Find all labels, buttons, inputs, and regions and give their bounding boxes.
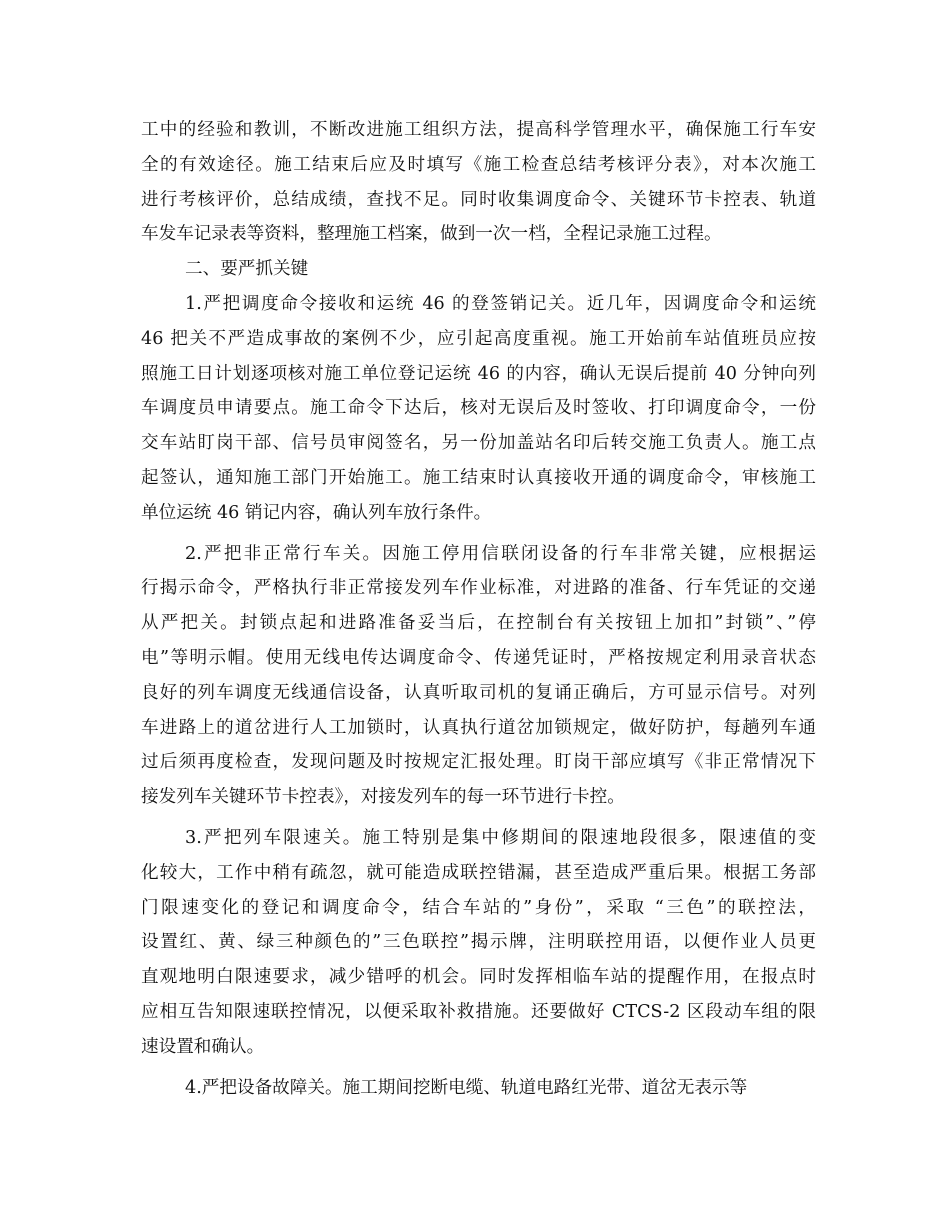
text-line: 良好的列车调度无线通信设备，认真听取司机的复诵正确后，方可显示信号。对列 [141, 682, 816, 703]
paragraph [141, 1071, 816, 1106]
text-line: 起签认，通知施工部门开始施工。施工结束时认真接收开通的调度命令，审核施工 [141, 467, 816, 488]
text-line: 46 把关不严造成事故的案例不少，应引起高度重视。施工开始前车站值班员应按 [141, 328, 816, 349]
text-line: 电”等明示帽。使用无线电传达调度命令、传递凭证时，严格按规定利用录音状态 [141, 647, 816, 668]
text-line: 交车站盯岗干部、信号员审阅签名，另一份加盖站名印后转交施工负责人。施工点 [141, 433, 816, 454]
text-line: 1.严把调度命令接收和运统 46 的登签销记关。近几年，因调度命令和运统 [185, 293, 816, 314]
paragraph [141, 821, 816, 1065]
text-line: 化较大，工作中稍有疏忽，就可能造成联控错漏，甚至造成严重后果。根据工务部 [141, 862, 816, 883]
document-body [141, 113, 816, 1105]
text-line: 设置红、黄、绿三种颜色的”三色联控”揭示牌，注明联控用语，以便作业人员更 [141, 932, 816, 953]
text-line: 车进路上的道岔进行人工加锁时，认真执行道岔加锁规定，做好防护，每趟列车通 [141, 717, 816, 738]
paragraph [141, 537, 816, 815]
text-line: 接发列车关键环节卡控表》，对接发列车的每一环节进行卡控。 [141, 787, 625, 808]
text-line: 车调度员申请要点。施工命令下达后，核对无误后及时签收、打印调度命令，一份 [141, 398, 816, 419]
text-line: 应相互告知限速联控情况，以便采取补救措施。还要做好 CTCS-2 区段动车组的限 [141, 1001, 816, 1022]
text-line: 照施工日计划逐项核对施工单位登记运统 46 的内容，确认无误后提前 40 分钟向列 [141, 363, 816, 384]
text-line: 2.严把非正常行车关。因施工停用信联闭设备的行车非常关键，应根据运 [185, 543, 816, 564]
paragraph [141, 287, 816, 531]
text-line: 单位运统 46 销记内容，确认列车放行条件。 [141, 502, 492, 523]
text-line: 全的有效途径。施工结束后应及时填写《施工检查总结考核评分表》，对本次施工 [141, 154, 816, 175]
text-line: 从严把关。封锁点起和进路准备妥当后，在控制台有关按钮上加扣”封锁”、”停 [141, 613, 816, 634]
text-line: 4.严把设备故障关。施工期间挖断电缆、轨道电路红光带、道岔无表示等 [185, 1077, 748, 1098]
text-line: 直观地明白限速要求，减少错呼的机会。同时发挥相临车站的提醒作用，在报点时 [141, 967, 816, 988]
text-line: 门限速变化的登记和调度命令，结合车站的”身份”，采取 “三色”的联控法， [141, 897, 816, 918]
text-line: 二、要严抓关键 [185, 259, 309, 280]
text-line: 行揭示命令，严格执行非正常接发列车作业标准，对进路的准备、行车凭证的交递 [141, 578, 816, 599]
paragraph [141, 252, 816, 287]
text-line: 速设置和确认。 [141, 1036, 265, 1057]
text-line: 车发车记录表等资料，整理施工档案，做到一次一档，全程记录施工过程。 [141, 224, 722, 245]
paragraph [141, 113, 816, 252]
text-line: 进行考核评价，总结成绩，查找不足。同时收集调度命令、关键环节卡控表、轨道 [141, 189, 816, 210]
text-line: 过后须再度检查，发现问题及时按规定汇报处理。盯岗干部应填写《非正常情况下 [141, 752, 816, 773]
text-line: 3.严把列车限速关。施工特别是集中修期间的限速地段很多，限速值的变 [185, 827, 816, 848]
text-line: 工中的经验和教训，不断改进施工组织方法，提高科学管理水平，确保施工行车安 [141, 120, 816, 140]
